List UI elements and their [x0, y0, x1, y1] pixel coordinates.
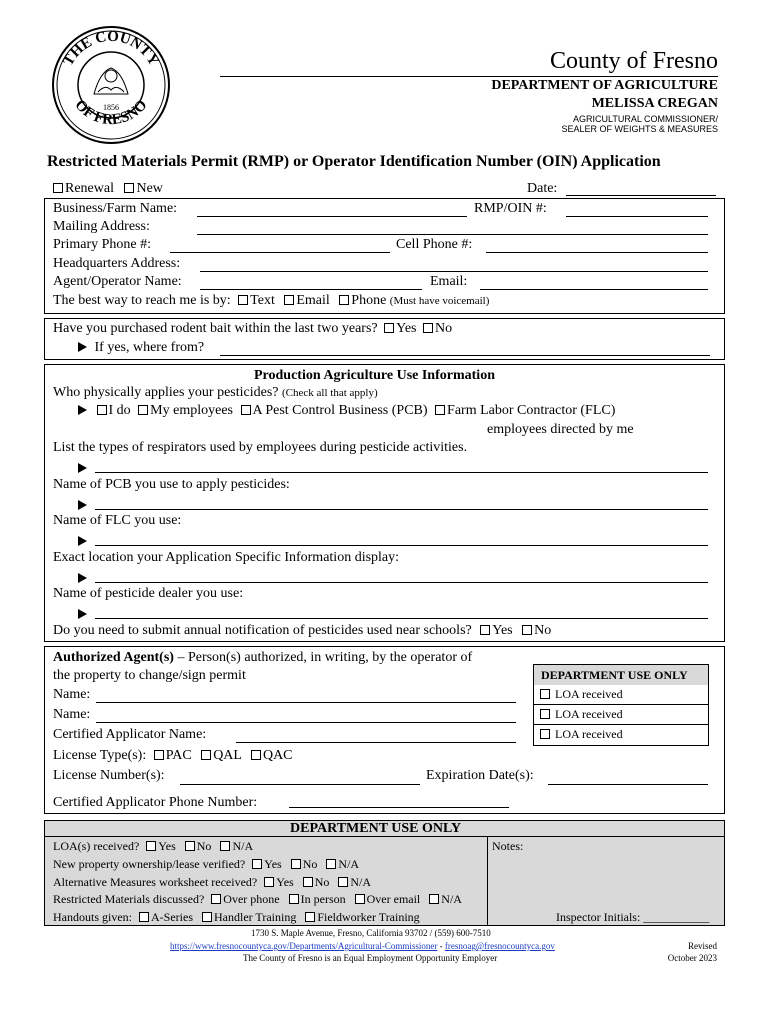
- footer-revised-date: October 2023: [667, 953, 717, 963]
- qal-checkbox[interactable]: [201, 750, 211, 760]
- inspector-initials[interactable]: Inspector Initials: ___________: [556, 910, 710, 924]
- my-employees-label: My employees: [150, 403, 233, 418]
- flc-label: Farm Labor Contractor (FLC): [447, 403, 616, 418]
- footer-email-link[interactable]: fresnoag@fresnocountyca.gov: [444, 941, 555, 951]
- dealer-bullet: [78, 605, 91, 623]
- respirators-field[interactable]: [95, 472, 708, 473]
- agent-name2-field[interactable]: [96, 722, 516, 723]
- location-field[interactable]: [95, 582, 708, 583]
- a-series-checkbox[interactable]: [139, 912, 149, 922]
- header-rule: [220, 76, 718, 77]
- email-field[interactable]: [480, 289, 708, 290]
- phone-option: Phone: [351, 293, 387, 308]
- handler-label: Handler Training: [214, 910, 297, 924]
- svg-text:OF FRESNO: [71, 97, 150, 128]
- commissioner-title-1: AGRICULTURAL COMMISSIONER/: [572, 114, 718, 124]
- over-phone-label: Over phone: [223, 892, 280, 906]
- qal-label: QAL: [213, 748, 242, 763]
- pac-checkbox[interactable]: [154, 750, 164, 760]
- property-na-label: N/A: [338, 857, 360, 871]
- i-do-checkbox[interactable]: [97, 405, 107, 415]
- cert-phone-label: Certified Applicator Phone Number:: [53, 795, 258, 810]
- rodent-where-label: If yes, where from?: [94, 340, 205, 355]
- loa-divider: [534, 704, 708, 705]
- rodent-no-checkbox[interactable]: [423, 323, 433, 333]
- agent-name1-field[interactable]: [96, 702, 516, 703]
- i-do-label: I do: [108, 403, 131, 418]
- license-numbers-field[interactable]: [180, 784, 420, 785]
- property-na-checkbox[interactable]: [326, 859, 336, 869]
- schools-no-label: No: [534, 623, 552, 638]
- rodent-yes-label: Yes: [396, 321, 417, 336]
- agent-heading-line2: the property to change/sign permit: [53, 668, 246, 683]
- phone-note: (Must have voicemail): [389, 295, 490, 307]
- rodent-yes-checkbox[interactable]: [384, 323, 394, 333]
- arrow-bullet-icon: [78, 463, 87, 473]
- loa-received-1: [540, 687, 623, 702]
- fieldworker-label: Fieldworker Training: [317, 910, 420, 924]
- new-checkbox[interactable]: [124, 183, 134, 193]
- loa-divider: [534, 724, 708, 725]
- alt-measures-row: [53, 875, 371, 890]
- rm-discussed-row: [53, 892, 462, 907]
- pcb-name-field[interactable]: [95, 509, 708, 510]
- business-name-field[interactable]: [197, 216, 467, 217]
- contact-pref-label: The best way to reach me is by:: [53, 293, 231, 308]
- my-employees-checkbox[interactable]: [138, 405, 148, 415]
- handler-checkbox[interactable]: [202, 912, 212, 922]
- cert-app-label: Certified Applicator Name:: [53, 727, 207, 742]
- mailing-field[interactable]: [197, 234, 708, 235]
- expiration-field[interactable]: [548, 784, 708, 785]
- agent-field[interactable]: [200, 289, 422, 290]
- flc-note: employees directed by me: [487, 422, 634, 437]
- schools-yes-label: Yes: [492, 623, 513, 638]
- seal-text-top: THE COUNTY: [60, 28, 162, 69]
- renewal-checkbox[interactable]: [53, 183, 63, 193]
- seal-year: 1856: [103, 103, 119, 112]
- date-field[interactable]: [566, 195, 716, 196]
- arrow-bullet-icon: [78, 536, 87, 546]
- dealer-field[interactable]: [95, 618, 708, 619]
- loa-1-checkbox[interactable]: [540, 689, 550, 699]
- in-person-checkbox[interactable]: [289, 894, 299, 904]
- flc-checkbox[interactable]: [435, 405, 445, 415]
- loa-question: LOA(s) received?: [53, 839, 140, 853]
- loa-no-checkbox[interactable]: [185, 841, 195, 851]
- email-label: Email:: [430, 274, 468, 289]
- respirators-label: List the types of respirators used by employees during pesticide activities.: [53, 440, 468, 455]
- date-label: Date:: [527, 181, 558, 196]
- arrow-bullet-icon: [78, 342, 87, 352]
- pcb-name-bullet: [78, 496, 91, 514]
- production-heading: Production Agriculture Use Information: [254, 368, 495, 383]
- phone-checkbox[interactable]: [339, 295, 349, 305]
- county-seal: [50, 24, 172, 146]
- rmp-oin-field[interactable]: [566, 216, 708, 217]
- footer-links: [170, 941, 555, 951]
- contact-pref: [53, 293, 489, 309]
- rm-na-label: N/A: [441, 892, 462, 906]
- over-email-checkbox[interactable]: [355, 894, 365, 904]
- license-numbers-label: License Number(s):: [53, 768, 165, 783]
- text-checkbox[interactable]: [238, 295, 248, 305]
- agent-label: Agent/Operator Name:: [53, 274, 182, 289]
- agent-heading: [53, 650, 472, 666]
- loa-2-label: LOA received: [555, 707, 623, 721]
- rodent-no-label: No: [435, 321, 453, 336]
- seal-text-bottom: OF FRESNO: [71, 97, 151, 129]
- flc-name-bullet: [78, 532, 91, 550]
- flc-name-field[interactable]: [95, 545, 708, 546]
- license-types-label: License Type(s):: [53, 748, 147, 763]
- agent-name2-label: Name:: [53, 707, 91, 722]
- who-applies-label: Who physically applies your pesticides?: [53, 385, 279, 400]
- loa-no-label: No: [196, 839, 212, 853]
- loa-na-checkbox[interactable]: [220, 841, 230, 851]
- cert-phone-field[interactable]: [289, 807, 509, 808]
- alt-no-label: No: [314, 875, 330, 889]
- loa-yes-label: Yes: [158, 839, 176, 853]
- arrow-bullet-icon: [78, 609, 87, 619]
- who-applies-note: (Check all that apply): [282, 387, 378, 399]
- alt-na-checkbox[interactable]: [338, 877, 348, 887]
- commissioner-name: MELISSA CREGAN: [591, 96, 718, 111]
- pcb-name-label: Name of PCB you use to apply pesticides:: [53, 477, 290, 492]
- commissioner-title-2: SEALER OF WEIGHTS & MEASURES: [561, 124, 718, 134]
- mailing-label: Mailing Address:: [53, 219, 150, 234]
- handouts-question: Handouts given:: [53, 910, 132, 924]
- rodent-question: [53, 321, 452, 337]
- agent-name1-label: Name:: [53, 687, 91, 702]
- over-email-label: Over email: [366, 892, 421, 906]
- new-label: New: [136, 181, 163, 196]
- property-row: [53, 857, 359, 872]
- respirators-bullet: [78, 459, 91, 477]
- arrow-bullet-icon: [78, 573, 87, 583]
- schools-yes-checkbox[interactable]: [480, 625, 490, 635]
- hq-label: Headquarters Address:: [53, 256, 181, 271]
- footer-revised: Revised: [688, 941, 717, 951]
- dept-use-divider: [487, 837, 488, 925]
- loa-3-checkbox[interactable]: [540, 729, 550, 739]
- property-question: New property ownership/lease verified?: [53, 857, 246, 871]
- location-bullet: [78, 569, 91, 587]
- schools-question: [53, 623, 551, 639]
- renewal-label: Renewal: [65, 181, 114, 196]
- cert-app-field[interactable]: [236, 742, 516, 743]
- loa-yes-checkbox[interactable]: [146, 841, 156, 851]
- alt-question: Alternative Measures worksheet received?: [53, 875, 258, 889]
- primary-phone-label: Primary Phone #:: [53, 237, 151, 252]
- dept-use-heading: DEPARTMENT USE ONLY: [290, 821, 462, 836]
- dept-use-box-title: DEPARTMENT USE ONLY: [541, 668, 688, 682]
- agent-heading-rest: – Person(s) authorized, in writing, by the operator of: [173, 650, 473, 665]
- pcb-checkbox[interactable]: [241, 405, 251, 415]
- rm-na-checkbox[interactable]: [429, 894, 439, 904]
- expiration-label: Expiration Date(s):: [426, 768, 534, 783]
- notes-label: Notes:: [492, 839, 524, 853]
- alt-yes-checkbox[interactable]: [264, 877, 274, 887]
- footer-eoe: The County of Fresno is an Equal Employment Opportunity Employer: [243, 953, 498, 963]
- over-phone-checkbox[interactable]: [211, 894, 221, 904]
- arrow-bullet-icon: [78, 405, 87, 415]
- qac-checkbox[interactable]: [251, 750, 261, 760]
- alt-yes-label: Yes: [276, 875, 294, 889]
- footer-separator: -: [437, 941, 445, 951]
- in-person-label: In person: [300, 892, 346, 906]
- rmp-oin-label: RMP/OIN #:: [474, 201, 547, 216]
- loa-received-2: [540, 707, 623, 722]
- alt-na-label: N/A: [350, 875, 372, 889]
- license-types: [53, 748, 293, 764]
- property-yes-checkbox[interactable]: [252, 859, 262, 869]
- department-name: DEPARTMENT OF AGRICULTURE: [491, 78, 718, 93]
- alt-no-checkbox[interactable]: [303, 877, 313, 887]
- property-no-checkbox[interactable]: [291, 859, 301, 869]
- qac-label: QAC: [262, 748, 293, 763]
- flc-name-label: Name of FLC you use:: [53, 513, 182, 528]
- a-series-label: A-Series: [151, 910, 193, 924]
- pcb-label: A Pest Control Business (PCB): [252, 403, 428, 418]
- type-options: [53, 181, 163, 197]
- location-label: Exact location your Application Specific Information display:: [53, 550, 400, 565]
- loa-na-label: N/A: [232, 839, 254, 853]
- cell-phone-field[interactable]: [486, 252, 708, 253]
- footer-address: 1730 S. Maple Avenue, Fresno, California 93702 / (559) 600-7510: [251, 928, 491, 938]
- schools-question-label: Do you need to submit annual notification of pesticides used near schools?: [53, 623, 472, 638]
- handouts-row: [53, 910, 420, 925]
- dept-use-box-body: [534, 685, 708, 745]
- hq-field[interactable]: [200, 271, 708, 272]
- rm-question: Restricted Materials discussed?: [53, 892, 205, 906]
- cell-phone-label: Cell Phone #:: [396, 237, 473, 252]
- who-applies: [53, 385, 378, 401]
- dept-use-heading-rule: [44, 836, 725, 837]
- loa-3-label: LOA received: [555, 727, 623, 741]
- text-option: Text: [250, 293, 275, 308]
- loa-1-label: LOA received: [555, 687, 623, 701]
- pac-label: PAC: [165, 748, 192, 763]
- arrow-bullet-icon: [78, 500, 87, 510]
- loa-received-3: [540, 727, 623, 742]
- rodent-where-field[interactable]: [220, 355, 710, 356]
- email-option: Email: [296, 293, 330, 308]
- email-checkbox[interactable]: [284, 295, 294, 305]
- schools-no-checkbox[interactable]: [522, 625, 532, 635]
- fieldworker-checkbox[interactable]: [305, 912, 315, 922]
- property-yes-label: Yes: [264, 857, 282, 871]
- svg-text:THE COUNTY: [60, 29, 161, 69]
- dealer-label: Name of pesticide dealer you use:: [53, 586, 244, 601]
- primary-phone-field[interactable]: [170, 252, 390, 253]
- agent-heading-bold: Authorized Agent(s): [53, 650, 174, 665]
- loa-received-row: [53, 839, 253, 854]
- applicator-options: [78, 403, 615, 419]
- business-name-label: Business/Farm Name:: [53, 201, 178, 216]
- footer-url-link[interactable]: https://www.fresnocountyca.gov/Departments/Agricultural-Commissioner: [170, 941, 438, 951]
- loa-2-checkbox[interactable]: [540, 709, 550, 719]
- rodent-where: [78, 340, 204, 356]
- form-title: Restricted Materials Permit (RMP) or Operator Identification Number (OIN) Application: [47, 153, 661, 170]
- county-name: County of Fresno: [550, 48, 718, 74]
- property-no-label: No: [302, 857, 318, 871]
- rodent-question-label: Have you purchased rodent bait within the last two years?: [53, 321, 378, 336]
